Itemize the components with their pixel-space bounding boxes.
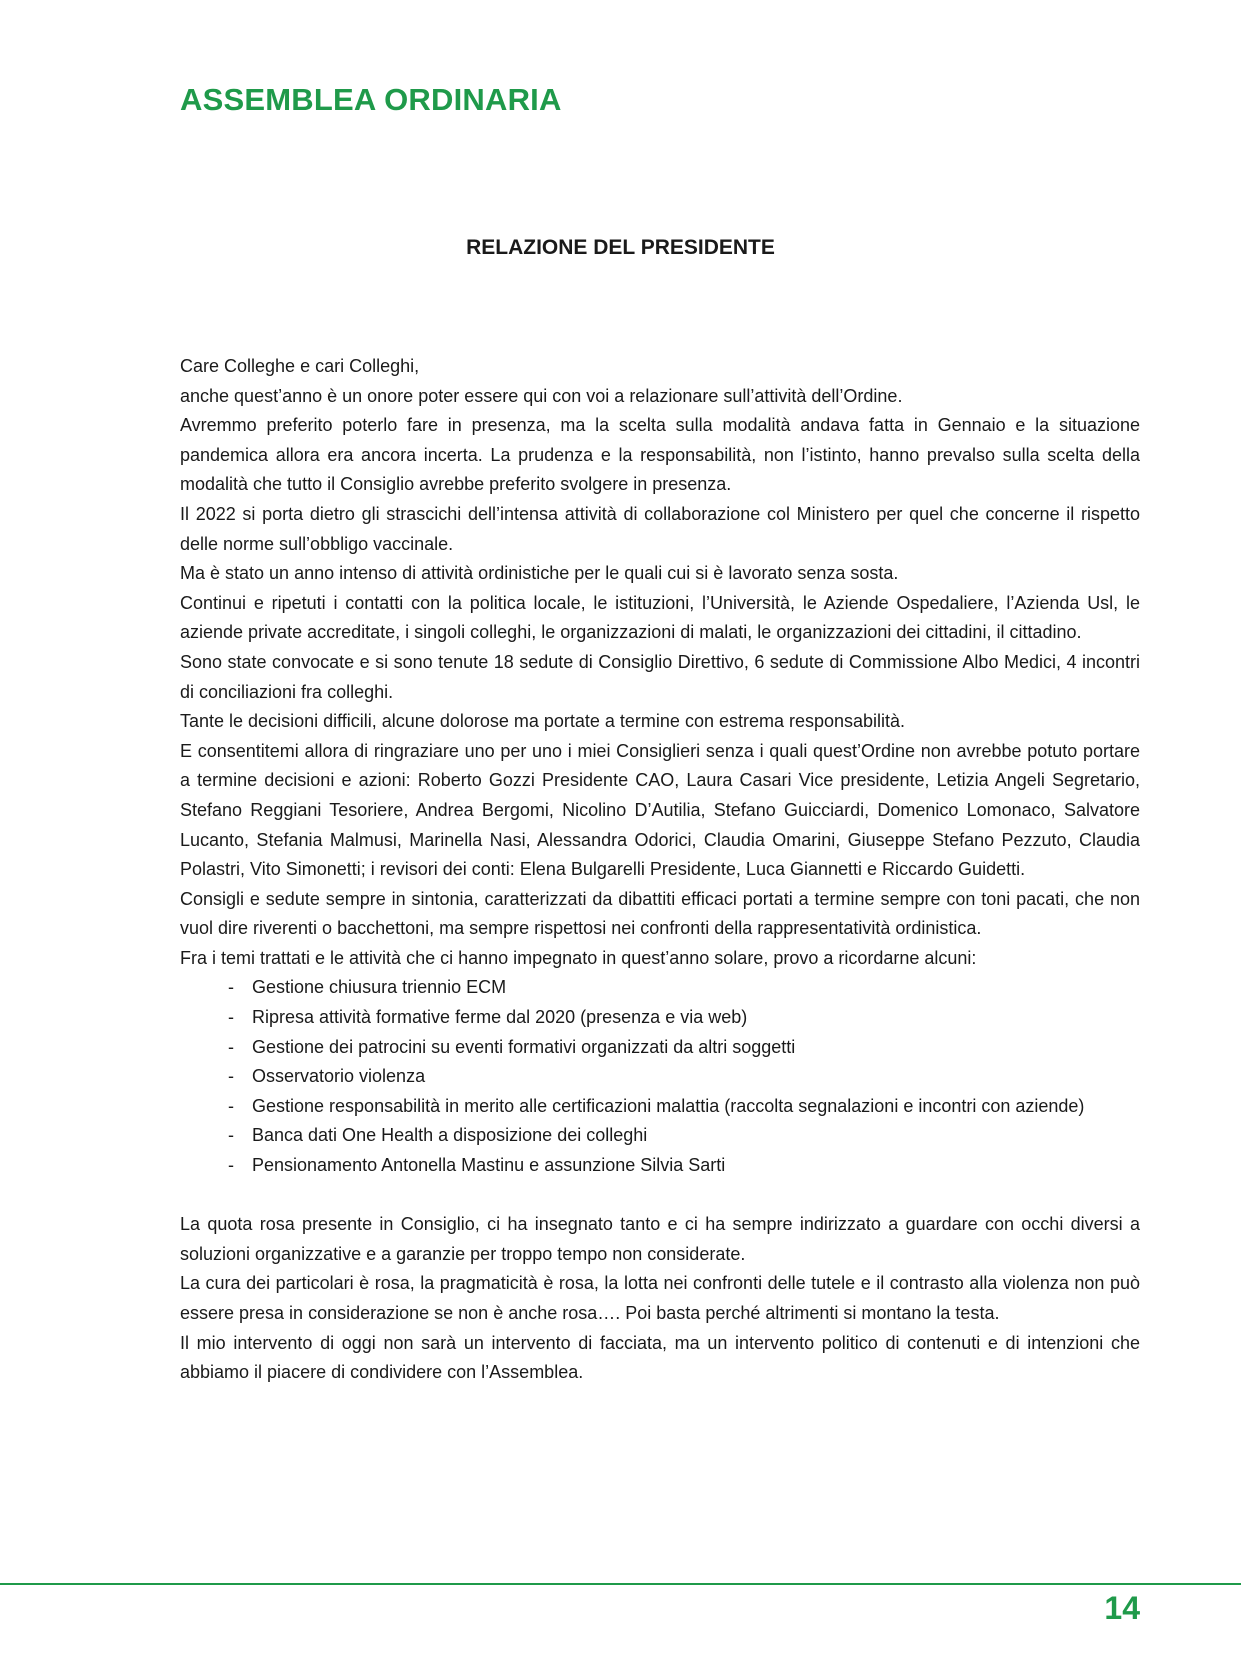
- list-item-text: Banca dati One Health a disposizione dei colleghi: [252, 1125, 648, 1146]
- body-paragraph: Ma è stato un anno intenso di attività ordinistiche per le quali cui si è lavorato senza sosta.: [180, 563, 899, 584]
- bullet-dash: -: [228, 1036, 234, 1057]
- list-item: [228, 1062, 1140, 1092]
- body-paragraph: Fra i temi trattati e le attività che ci hanno impegnato in quest’anno solare, provo a ricordarne alcuni:: [180, 947, 977, 968]
- list-item: [228, 1151, 1140, 1181]
- page-number: 14: [1104, 1590, 1140, 1626]
- body-paragraph: Tante le decisioni difficili, alcune dolorose ma portate a termine con estrema responsabilità.: [180, 711, 906, 732]
- list-item: [228, 1092, 1140, 1122]
- section-title: RELAZIONE DEL PRESIDENTE: [466, 236, 775, 259]
- closing-paragraph: La cura dei particolari è rosa, la pragmaticità è rosa, la lotta nei confronti delle tutele e il contrasto alla violenza non può essere presa in considerazione se non è anche rosa…. Poi basta perché altrimenti si montano la testa.: [180, 1273, 1140, 1323]
- body-paragraph: anche quest’anno è un onore poter essere qui con voi a relazionare sull’attività dell’Ordine.: [180, 385, 903, 406]
- bullet-dash: -: [228, 1066, 234, 1087]
- body-paragraph: Care Colleghe e cari Colleghi,: [180, 356, 420, 376]
- list-item: [228, 1121, 1140, 1151]
- bullet-dash: -: [228, 1095, 234, 1116]
- footer-divider: [0, 1583, 1241, 1585]
- closing-paragraph: Il mio intervento di oggi non sarà un intervento di facciata, ma un intervento politico di contenuti e di intenzioni che abbiamo il piacere di condividere con l’Assemblea.: [180, 1332, 1140, 1383]
- list-item-text: Ripresa attività formative ferme dal 2020 (presenza e via web): [252, 1007, 748, 1028]
- body-paragraph: E consentitemi allora di ringraziare uno per uno i miei Consiglieri senza i quali quest’Ordine non avrebbe potuto portare a termine decisioni e azioni: Roberto Gozzi Presidente CAO, Laura Casari Vice presidente, Letizia Angeli Segretario, Stefano Reggiani Tesoriere, Andrea Bergomi, Nicolino D’Autilia, Stefano Guicciardi, Domenico Lomonaco, Salvatore Lucanto, Stefania Malmusi, Marinella Nasi, Alessandra Odorici, Claudia Omarini, Giuseppe Stefano Pezzuto, Claudia Polastri, Vito Simonetti; i revisori dei conti: Elena Bulgarelli Presidente, Luca Giannetti e Riccardo Guidetti.: [180, 740, 1140, 880]
- closing-paragraph: La quota rosa presente in Consiglio, ci ha insegnato tanto e ci ha sempre indirizzato a guardare con occhi diversi a soluzioni organizzative e a garanzie per troppo tempo non considerate.: [180, 1214, 1140, 1264]
- bullet-dash: -: [228, 1125, 234, 1146]
- list-item-text: Gestione responsabilità in merito alle certificazioni malattia (raccolta segnalazioni e incontri con aziende): [252, 1095, 1085, 1116]
- body-paragraph: Avremmo preferito poterlo fare in presenza, ma la scelta sulla modalità andava fatta in Gennaio e la situazione pandemica allora era ancora incerta. La prudenza e la responsabilità, non l’istinto, hanno prevalso sulla scelta della modalità che tutto il Consiglio avrebbe preferito svolgere in presenza.: [180, 415, 1140, 495]
- bullet-dash: -: [228, 1007, 234, 1028]
- list-item-text: Gestione dei patrocini su eventi formativi organizzati da altri soggetti: [252, 1036, 796, 1057]
- body-paragraph: Continui e ripetuti i contatti con la politica locale, le istituzioni, l’Università, le Aziende Ospedaliere, l’Azienda Usl, le aziende private accreditate, i singoli colleghi, le organizzazioni di malati, le organizzazioni dei cittadini, il cittadino.: [180, 592, 1140, 643]
- list-item-text: Osservatorio violenza: [252, 1066, 426, 1087]
- page-header-title: ASSEMBLEA ORDINARIA: [180, 82, 562, 117]
- body-paragraph: Sono state convocate e si sono tenute 18 sedute di Consiglio Direttivo, 6 sedute di Commissione Albo Medici, 4 incontri di conciliazioni fra colleghi.: [180, 651, 1140, 702]
- list-item-text: Gestione chiusura triennio ECM: [252, 977, 507, 998]
- list-item: [228, 1003, 1140, 1033]
- document-body: [180, 352, 1140, 1388]
- bullet-dash: -: [228, 977, 234, 998]
- list-item: [228, 1033, 1140, 1063]
- list-item: [228, 973, 1140, 1003]
- list-item-text: Pensionamento Antonella Mastinu e assunzione Silvia Sarti: [252, 1155, 726, 1176]
- activities-list: [180, 973, 1140, 1180]
- bullet-dash: -: [228, 1155, 234, 1176]
- body-paragraph: Consigli e sedute sempre in sintonia, caratterizzati da dibattiti efficaci portati a termine sempre con toni pacati, che non vuol dire riverenti o bacchettoni, ma sempre rispettosi nei confronti della rappresentatività ordinistica.: [180, 888, 1140, 939]
- body-paragraph: Il 2022 si porta dietro gli strascichi dell’intensa attività di collaborazione col Ministero per quel che concerne il rispetto delle norme sull’obbligo vaccinale.: [180, 503, 1140, 554]
